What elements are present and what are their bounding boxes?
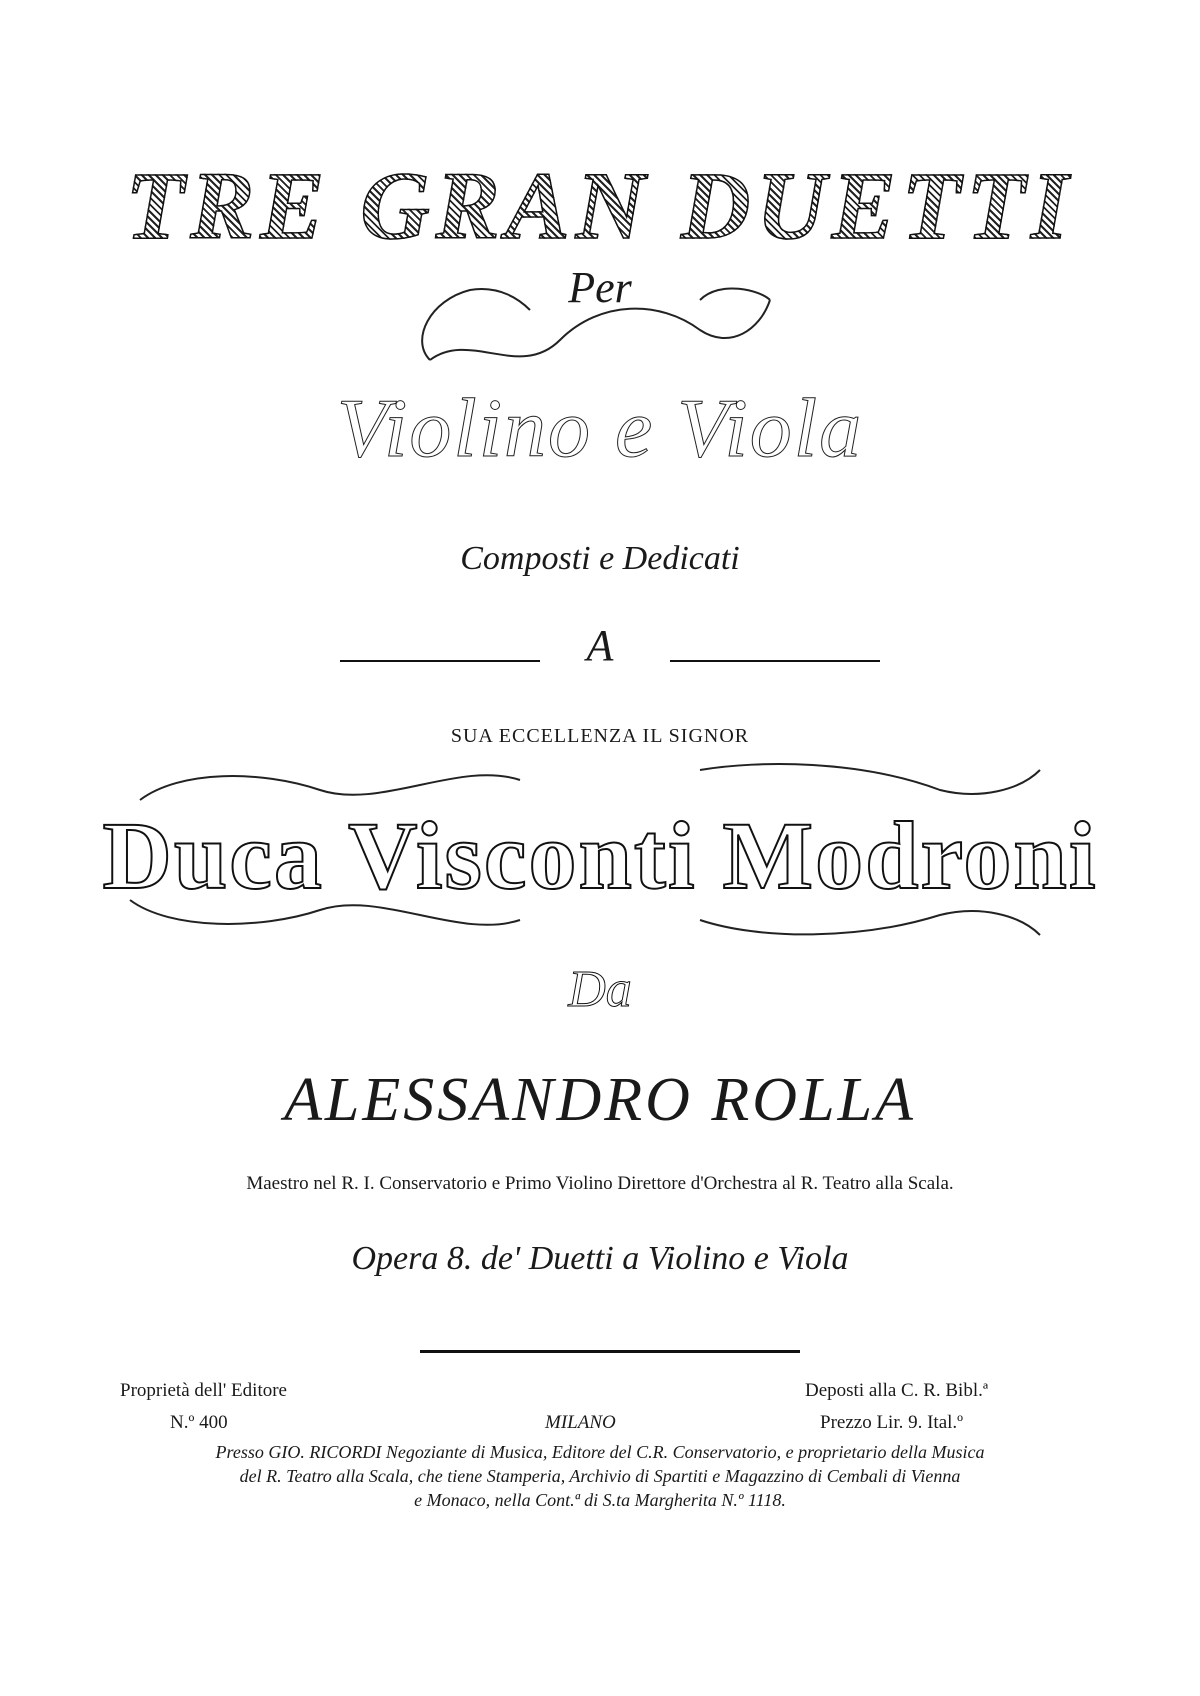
instruments-text: Violino e Viola	[336, 382, 864, 475]
opus-text: Opera 8. de' Duetti a Violino e Viola	[351, 1240, 849, 1277]
author-name: ALESSANDRO ROLLA	[284, 1066, 916, 1134]
rule-right-a	[670, 660, 880, 662]
dedicatee-name: Duca Visconti Modroni	[102, 802, 1098, 909]
composti-text: Composti e Dedicati	[460, 540, 740, 577]
da-text: Da	[568, 961, 632, 1018]
sua-eccellenza-text: SUA ECCELLENZA IL SIGNOR	[450, 725, 750, 747]
main-title: TRE GRAN DUETTI	[0, 150, 1200, 261]
prezzo-text: Prezzo Lir. 9. Ital.º	[820, 1412, 964, 1433]
plate-number: N.º 400	[170, 1412, 228, 1433]
milano-text: MILANO	[545, 1412, 616, 1433]
duca-flourish-top	[140, 764, 1040, 800]
a-text: A	[586, 621, 614, 670]
deposti-text: Deposti alla C. R. Bibl.ª	[805, 1380, 989, 1401]
per-text: Per	[568, 263, 632, 312]
imprint-line-2: del R. Teatro alla Scala, che tiene Stamperia, Archivio di Spartiti e Magazzino di Cembali di Vienna	[239, 1466, 961, 1486]
imprint-line-3: e Monaco, nella Cont.ª di S.ta Margherita N.º 1118.	[414, 1490, 786, 1510]
author-titles: Maestro nel R. I. Conservatorio e Primo Violino Direttore d'Orchestra al R. Teatro alla Scala.	[246, 1173, 954, 1194]
imprint-line-1: Presso GIO. RICORDI Negoziante di Musica, Editore del C.R. Conservatorio, e proprietario della Musica	[215, 1442, 985, 1462]
proprieta-text: Proprietà dell' Editore	[120, 1380, 287, 1401]
divider-rule	[420, 1350, 800, 1353]
